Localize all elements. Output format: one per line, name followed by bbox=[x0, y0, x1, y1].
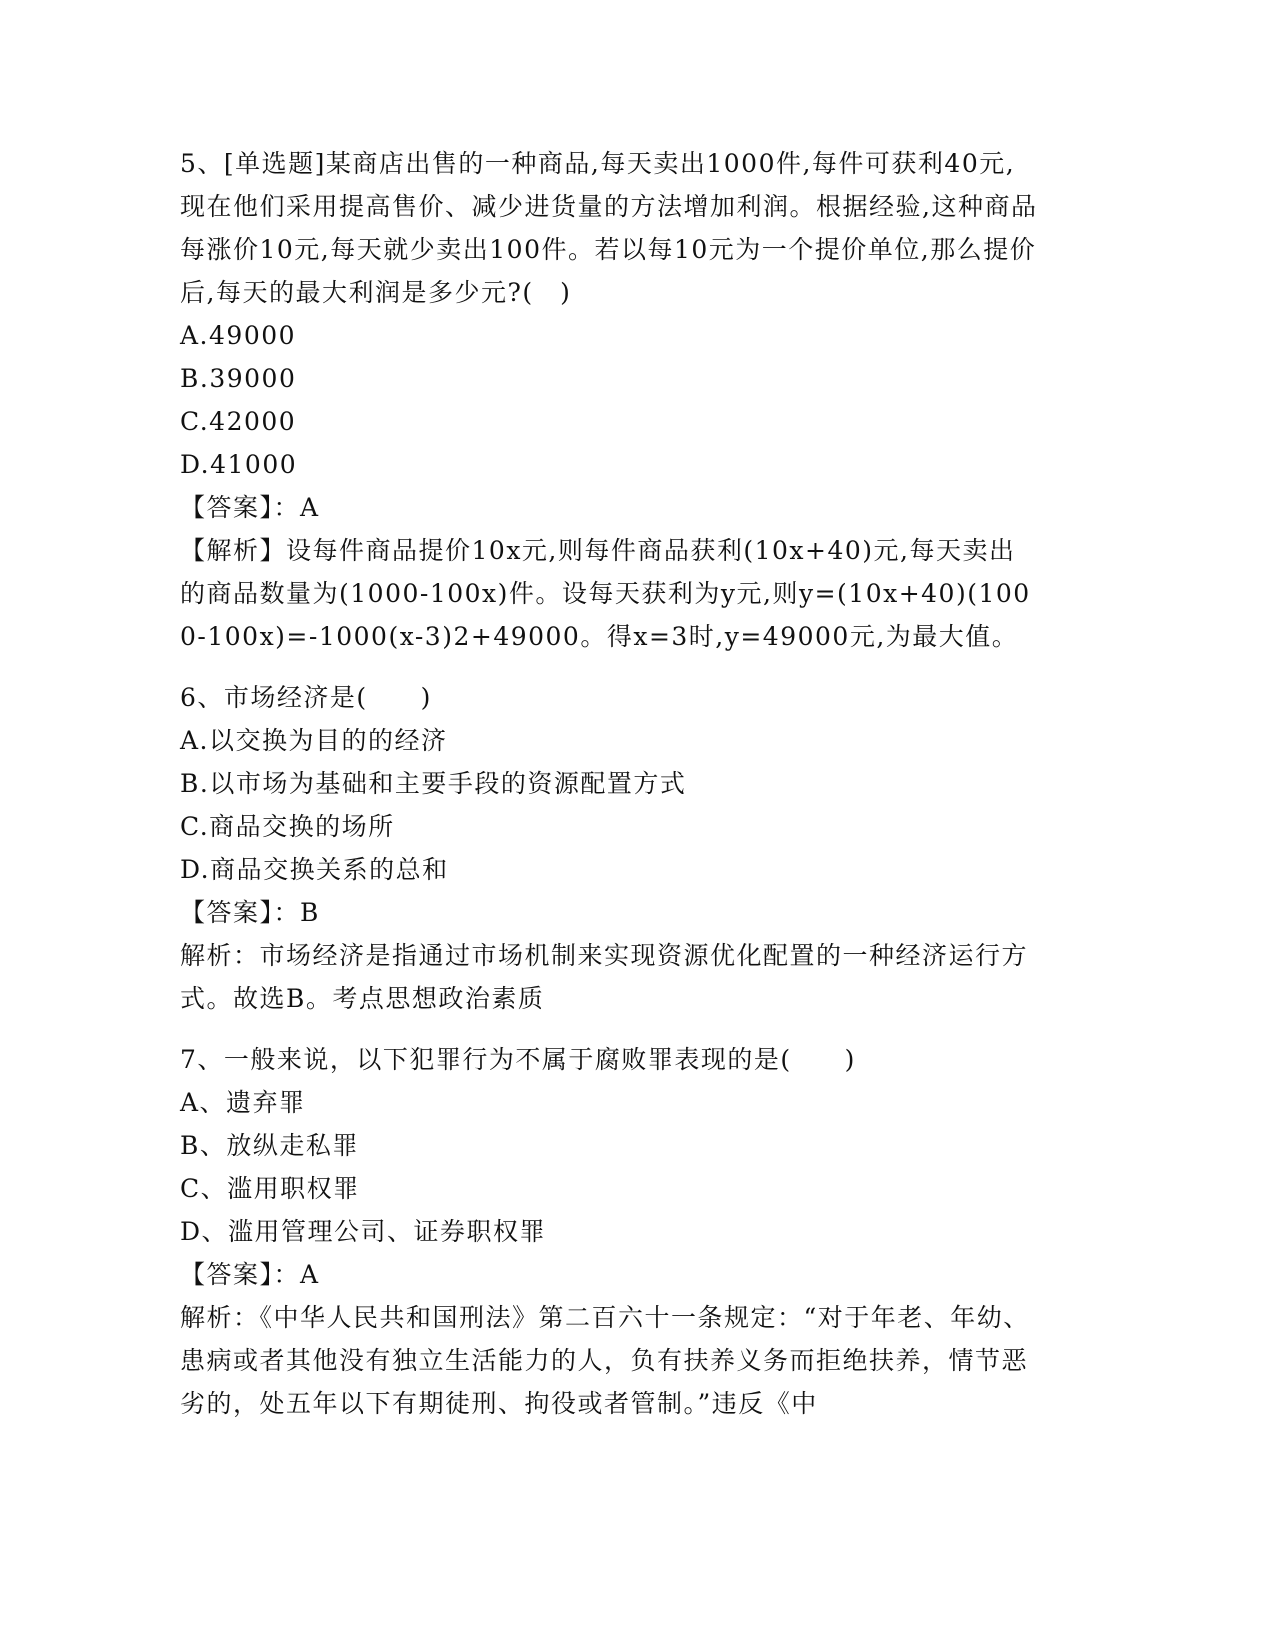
option-d: D.商品交换关系的总和 bbox=[180, 855, 449, 884]
spacer bbox=[180, 1020, 1040, 1038]
question-5 bbox=[180, 142, 1040, 658]
option-a: A.以交换为目的的经济 bbox=[180, 726, 448, 755]
analysis-text: 解析：市场经济是指通过市场机制来实现资源优化配置的一种经济运行方式。故选B。考点思想政治素质 bbox=[180, 941, 1029, 1013]
option-c: C.商品交换的场所 bbox=[180, 812, 395, 841]
analysis-text: 【解析】设每件商品提价10x元,则每件商品获利(10x+40)元,每天卖出的商品数量为(1000-100x)件。设每天获利为y元,则y=(10x+40)(1000-100x)=-1000(x-3)2+49000。得x=3时,y=49000元,为最大值。 bbox=[180, 536, 1031, 651]
option-c: C、滥用职权罪 bbox=[180, 1174, 360, 1203]
option-b: B.以市场为基础和主要手段的资源配置方式 bbox=[180, 769, 687, 798]
option-b: B、放纵走私罪 bbox=[180, 1131, 359, 1160]
analysis-text: 解析：《中华人民共和国刑法》第二百六十一条规定：“对于年老、年幼、患病或者其他没有独立生活能力的人，负有扶养义务而拒绝扶养，情节恶劣的，处五年以下有期徒刑、拘役或者管制。”违反《中 bbox=[180, 1303, 1030, 1418]
question-6 bbox=[180, 676, 1040, 1020]
option-b: B.39000 bbox=[180, 364, 297, 393]
question-stem: 5、[单选题]某商店出售的一种商品,每天卖出1000件,每件可获利40元,现在他们采用提高售价、减少进货量的方法增加利润。根据经验,这种商品每涨价10元,每天就少卖出100件。若以每10元为一个提价单位,那么提价后,每天的最大利润是多少元?( ) bbox=[180, 149, 1038, 307]
answer-line: 【答案】：A bbox=[180, 493, 320, 522]
question-7 bbox=[180, 1038, 1040, 1425]
option-c: C.42000 bbox=[180, 407, 297, 436]
answer-line: 【答案】：B bbox=[180, 898, 320, 927]
option-a: A.49000 bbox=[180, 321, 297, 350]
exam-page bbox=[180, 142, 1040, 1425]
option-d: D、滥用管理公司、证券职权罪 bbox=[180, 1217, 547, 1246]
question-stem: 6、市场经济是( ) bbox=[180, 683, 432, 712]
answer-line: 【答案】：A bbox=[180, 1260, 320, 1289]
option-d: D.41000 bbox=[180, 450, 298, 479]
question-stem: 7、一般来说，以下犯罪行为不属于腐败罪表现的是( ) bbox=[180, 1045, 856, 1074]
spacer bbox=[180, 658, 1040, 676]
option-a: A、遗弃罪 bbox=[180, 1088, 306, 1117]
